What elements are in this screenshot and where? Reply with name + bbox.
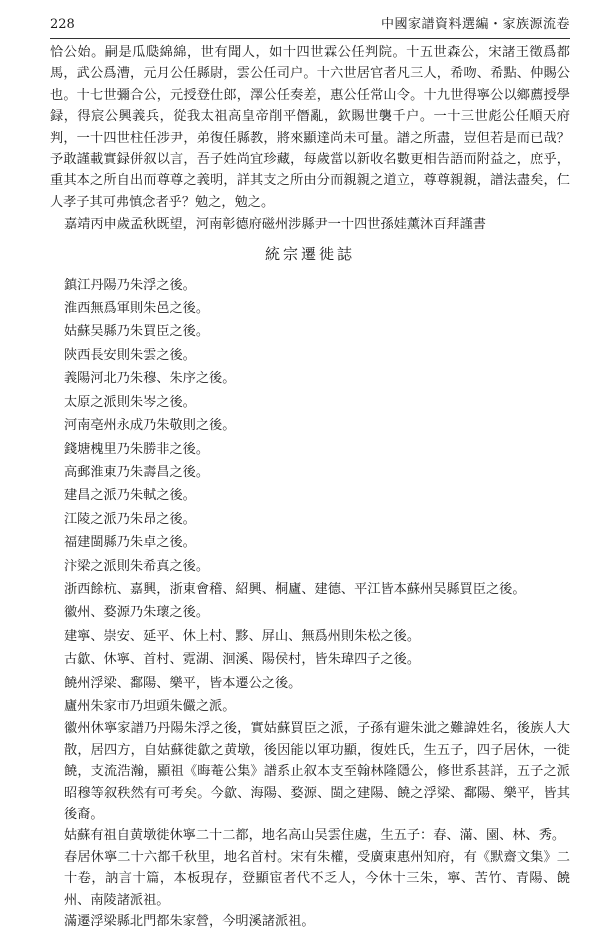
- intro-paragraph: 恰公始。嗣是瓜瓞綿綿，世有聞人，如十四世霖公任判院。十五世森公，宋諸王徵爲都馬，武公爲漕，元月公任縣尉，雲公任司户。十六世居官者凡三人，希吻、希點、仲賜公也。十七世彌合公，元授登仕郎，澤公任奏差，惠公任常山令。十九世得寧公以鄉薦授學録，得宸公興義兵，從我太祖高皇帝削平僭亂，欽賜世襲千户。一十三世彪公任順天府判，一十四世柱任涉尹，弟復任縣教，將來顯達尚未可量。譜之所盡，豈但若是而已哉？予敢謹載實録併叙以言，吾子姓尚宜珍藏，每歲當以新收名數更相告語而附益之，庶乎，重其本之所自出而尊尊之義明，詳其支之所由分而親親之道立，尊尊親親，譜法盡矣，仁人孝子其可弗慎念者乎？勉之，勉之。: [50, 45, 570, 210]
- list-item: 徽州、婺源乃朱瓌之後。: [64, 605, 210, 621]
- list-item: 義陽河北乃朱穆、朱序之後。: [64, 371, 236, 387]
- list-item: 浙西餘杭、嘉興，浙東會稽、紹興、桐廬、建德、平江皆本蘇州吴縣買臣之後。: [64, 581, 526, 597]
- list-item: 淮西無爲軍則朱邑之後。: [64, 301, 210, 317]
- section-title: 統宗遷徙誌: [264, 244, 355, 263]
- list-item: 建昌之派乃朱軾之後。: [64, 488, 196, 504]
- list-item: 錢塘槐里乃朱勝非之後。: [64, 441, 210, 457]
- list-item: 江陵之派乃朱昂之後。: [64, 511, 196, 527]
- page-header: [50, 14, 570, 39]
- list-item: 古歙、休寧、首村、霓湖、洄溪、陽侯村，皆朱瑋四子之後。: [64, 652, 421, 668]
- list-item: 河南亳州永成乃朱敬則之後。: [64, 418, 236, 434]
- closing-paragraph: 滿遷浮梁縣北門都朱家營，今明溪諸派祖。: [64, 914, 315, 930]
- list-item: 饒州浮梁、鄱陽、樂平，皆本遷公之後。: [64, 675, 302, 691]
- closing-paragraph: 春居休寧二十六都千秋里，地名首村。宋有朱權，受廣東惠州知府，有《默齋文集》二十卷，訥言十篇，本板現存，登顯宦者代不乏人，今休十三朱，寧、苦竹、青陽、饒州、南陵諸派祖。: [64, 849, 570, 908]
- list-item: 建寧、崇安、延平、休上村、黟、屏山、無爲州則朱松之後。: [64, 628, 421, 644]
- running-title: 中國家譜資料選編・家族源流卷: [380, 17, 570, 32]
- closing-paragraph: 姑蘇有祖自黄墩徙休寧二十二都，地名高山吴雲住處，生五子：春、滿、園、林、秀。: [64, 828, 566, 844]
- list-item: 福建閩縣乃朱卓之後。: [64, 535, 196, 551]
- signature-line: 嘉靖丙申歲孟秋既望，河南彰德府磁州涉縣尹一十四世孫娃薰沐百拜謹書: [64, 217, 486, 233]
- list-item: 高郵淮東乃朱壽昌之後。: [64, 464, 210, 480]
- page-number: 228: [50, 17, 75, 32]
- list-item: 鎮江丹陽乃朱浮之後。: [64, 277, 196, 293]
- list-item: 廬州朱家市乃坦頭朱儼之派。: [64, 698, 236, 714]
- closing-paragraph: 徽州休寧家譜乃丹陽朱浮之後，實姑蘇買臣之派，子孫有避朱泚之難諱姓名，後族人大散，居四方，自姑蘇徙歙之黄墩，後因能以軍功顯，復姓氏，生五子，四子居休，一徙饒，支流浩瀚，顯祖《晦菴公集》譜系止叙本支至翰林隆隱公，修世系甚詳，五子之派昭穆等叙秩然有可考矣。今歙、海陽、婺源、閩之建陽、饒之浮梁、鄱陽、樂平，皆其後裔。: [64, 721, 570, 822]
- list-item: 陝西長安則朱雲之後。: [64, 347, 196, 363]
- list-item: 姑蘇吴縣乃朱買臣之後。: [64, 324, 210, 340]
- page-body: [50, 42, 570, 932]
- list-item: 太原之派則朱岑之後。: [64, 394, 196, 410]
- list-item: 汴梁之派則朱希真之後。: [64, 558, 210, 574]
- migration-entry-list: [50, 274, 570, 719]
